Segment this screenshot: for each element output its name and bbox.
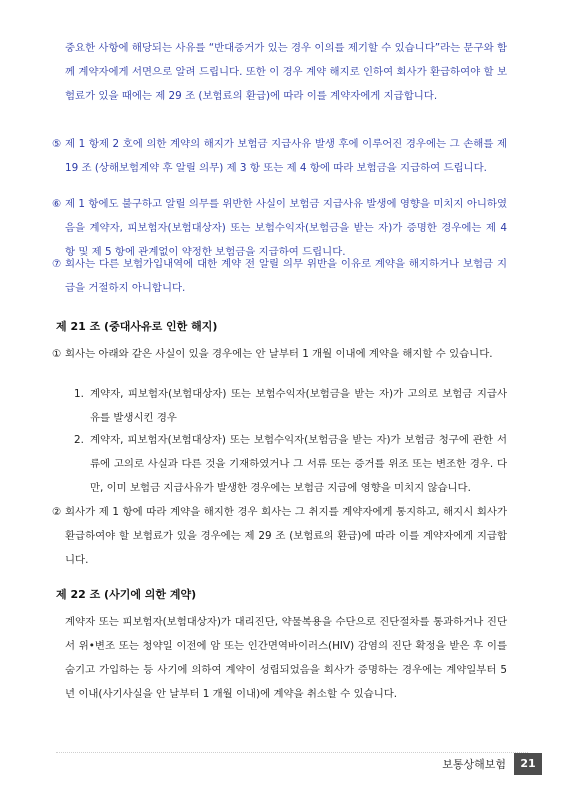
article-21-item-2: [52, 500, 507, 572]
clause-item-7: [52, 252, 507, 300]
article-21-item-1: [52, 342, 507, 366]
page-number-badge: 21: [514, 753, 542, 775]
clause-marker: ⑦: [52, 258, 62, 270]
clause-marker: ①: [52, 348, 62, 360]
intro-paragraph: [65, 36, 507, 108]
article-22-text: 계약자 또는 피보험자(보험대상자)가 대리진단, 약물복용을 수단으로 진단절차를 통과하거나 진단서 위•변조 또는 청약일 이전에 암 또는 인간면역바이러스(HIV) 감염의 진단 확정을 받은 후 이를 숨기고 가입하는 등 사기에 의하여 계약이 성립되었음을 회사가 증명하는 경우에는 계약일부터 5 년 이내(사기사실을 안 날부터 1 개월 이내)에 계약을 취소할 수 있습니다.: [65, 616, 507, 700]
subitem-marker: 2.: [74, 434, 84, 446]
intro-text: 중요한 사항에 해당되는 사유를 “반대증거가 있는 경우 이의를 제기할 수 있습니다”라는 문구와 함께 계약자에게 서면으로 알려 드립니다. 또한 이 경우 계약 해지로 인하여 회사가 환급하여야 할 보험료가 있을 때에는 제 29 조 (보험료의 환급)에 따라 이를 계약자에게 지급합니다.: [65, 42, 507, 102]
clause-text: 회사는 아래와 같은 사실이 있을 경우에는 안 날부터 1 개월 이내에 계약을 해지할 수 있습니다.: [65, 348, 493, 360]
article-22-body: [65, 610, 507, 706]
clause-marker: ⑥: [52, 198, 62, 210]
clause-text: 회사가 제 1 항에 따라 계약을 해지한 경우 회사는 그 취지를 계약자에게 통지하고, 해지시 회사가 환급하여야 할 보험료가 있을 경우에는 제 29 조 (보험료의 환급)에 따라 이를 계약자에게 지급합니다.: [65, 506, 507, 566]
footer-document-title: 보통상해보험: [442, 758, 506, 771]
subitem-text: 계약자, 피보험자(보험대상자) 또는 보험수익자(보험금을 받는 자)가 보험금 청구에 관한 서류에 고의로 사실과 다른 것을 기재하였거나 그 서류 또는 증거를 위조 또는 변조한 경우. 다만, 이미 보험금 지급사유가 발생한 경우에는 보험금 지급에 영향을 미치지 않습니다.: [90, 434, 507, 494]
article-22-title: 제 22 조 (사기에 의한 계약): [56, 588, 197, 601]
article-21-title: 제 21 조 (중대사유로 인한 해지): [56, 320, 218, 333]
subitem-marker: 1.: [74, 388, 84, 400]
article-21-subitem-1: [74, 382, 507, 430]
footer-divider: [56, 752, 528, 753]
clause-text: 제 1 항에도 불구하고 알릴 의무를 위반한 사실이 보험금 지급사유 발생에 영향을 미치지 아니하였음을 계약자, 피보험자(보험대상자) 또는 보험수익자(보험금을 받는 자)가 증명한 경우에는 제 4 항 및 제 5 항에 관계없이 약정한 보험금을 지급하여 드립니다.: [65, 198, 507, 258]
clause-text: 회사는 다른 보험가입내역에 대한 계약 전 알릴 의무 위반을 이유로 계약을 해지하거나 보험금 지급을 거절하지 아니합니다.: [65, 258, 507, 294]
article-21-subitem-2: [74, 428, 507, 500]
clause-marker: ⑤: [52, 138, 62, 150]
clause-item-5: [52, 132, 507, 180]
clause-text: 제 1 항제 2 호에 의한 계약의 해지가 보험금 지급사유 발생 후에 이루어진 경우에는 그 손해를 제 19 조 (상해보험계약 후 알릴 의무) 제 3 항 또는 제 4 항에 따라 보험금을 지급하여 드립니다.: [65, 138, 507, 174]
subitem-text: 계약자, 피보험자(보험대상자) 또는 보험수익자(보험금을 받는 자)가 고의로 보험금 지급사유를 발생시킨 경우: [90, 388, 507, 424]
clause-marker: ②: [52, 506, 62, 518]
